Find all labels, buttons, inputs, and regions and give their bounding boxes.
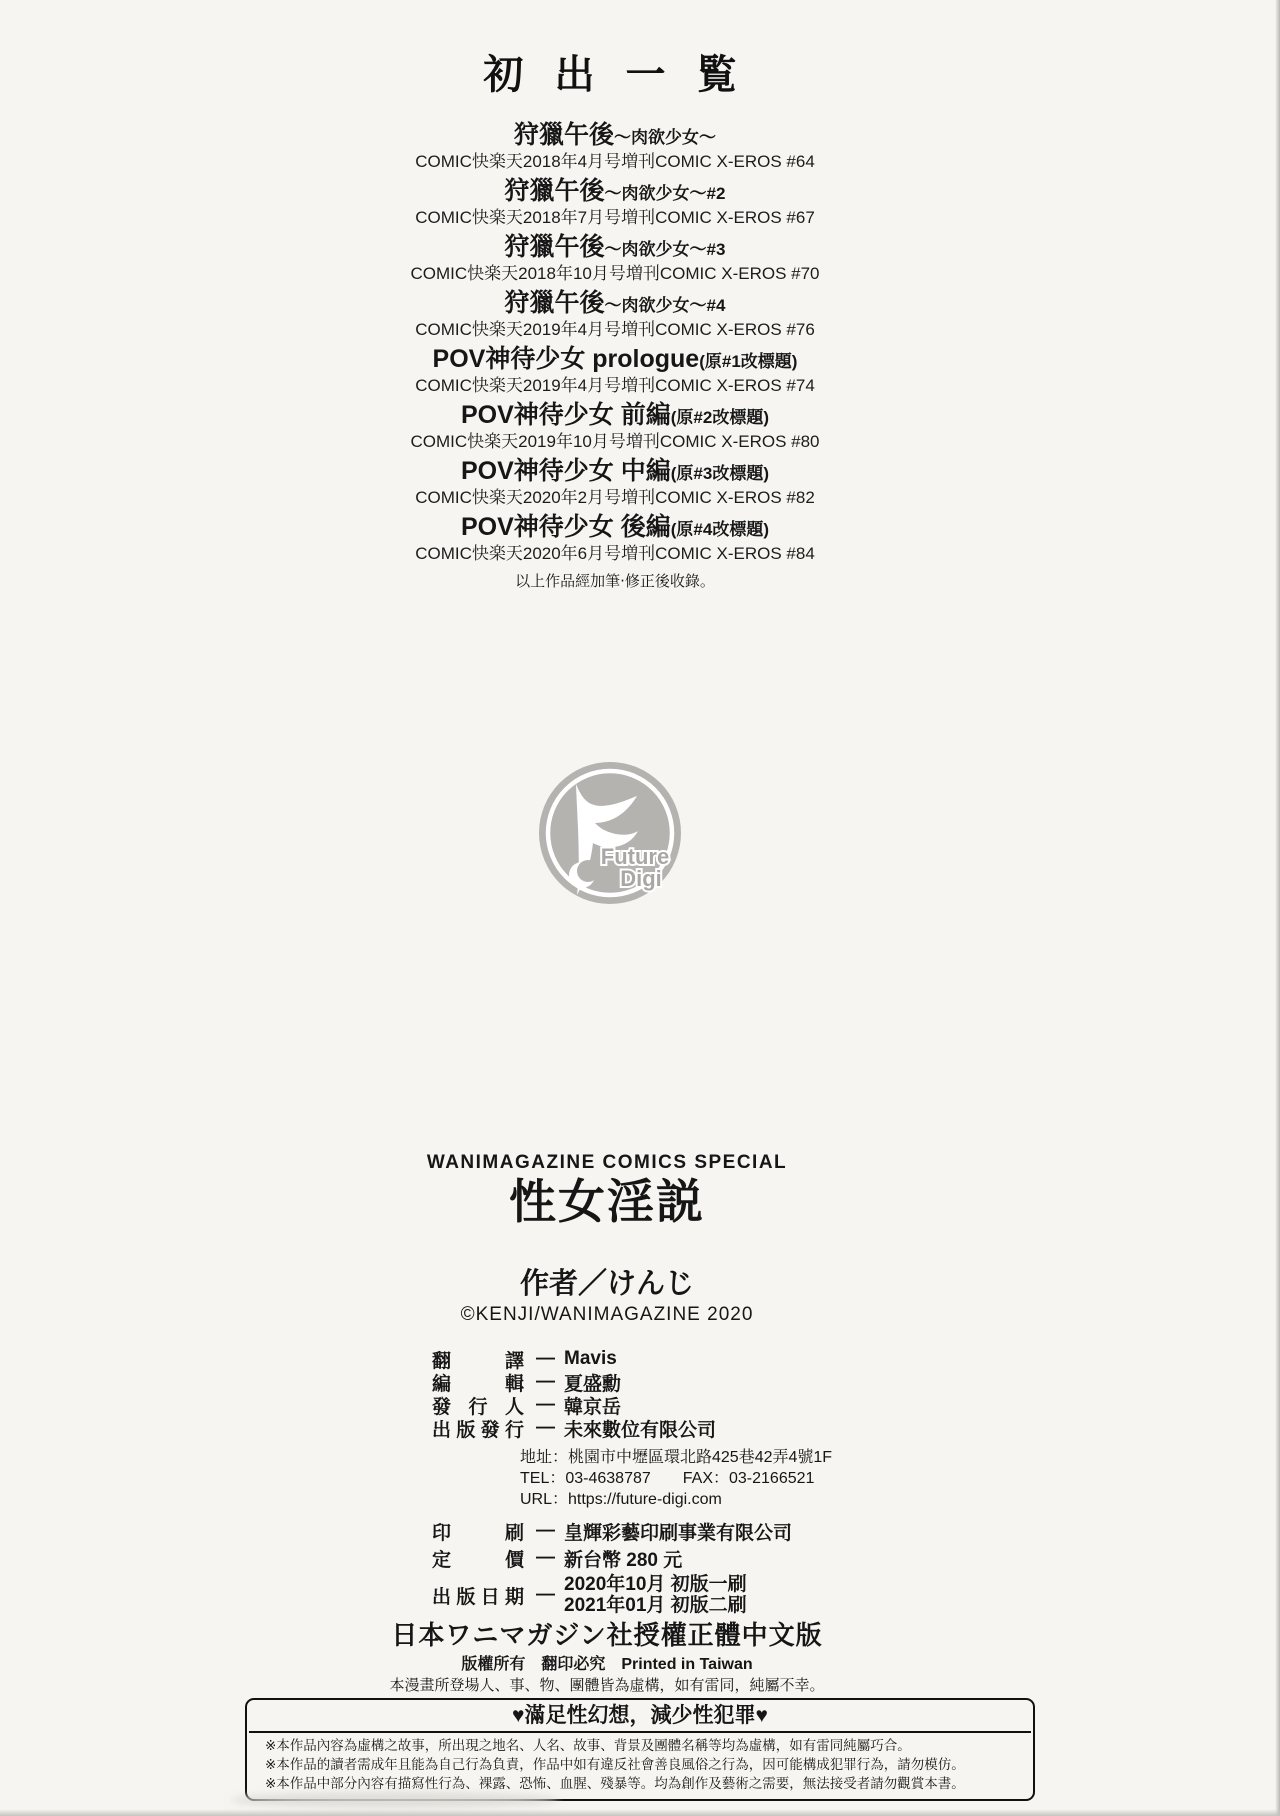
- credit-dash: —: [536, 1547, 555, 1568]
- entry-title-main: POV神待少女 中編: [461, 457, 671, 485]
- credit-label: 定價: [432, 1549, 524, 1571]
- entry-title-main: 狩獵午後: [504, 289, 605, 317]
- license-line: 日本ワニマガジン社授權正體中文版: [391, 1620, 823, 1650]
- credit-value: 皇輝彩藝印刷事業有限公司: [564, 1522, 793, 1544]
- first-publication-list: [0, 52, 1230, 592]
- list-note: 以上作品經加筆‧修正後收錄。: [515, 573, 715, 590]
- entry-title: [0, 290, 1230, 320]
- logo-text-line1: Future: [600, 844, 670, 869]
- credit-value: 新台幣 280 元: [564, 1549, 683, 1571]
- credit-row-pub-date: [432, 1574, 792, 1616]
- entry-source: COMIC快楽天2019年10月号増刊COMIC X-EROS #80: [410, 432, 820, 451]
- entry-source: COMIC快楽天2018年7月号増刊COMIC X-EROS #67: [415, 208, 815, 227]
- entry-title-sub: (原#2改標題): [670, 408, 769, 427]
- publication-entry: [0, 514, 1230, 564]
- rights-line: 版權所有 翻印必究 Printed in Taiwan: [461, 1656, 753, 1673]
- list-heading: 初 出 一 覧: [483, 53, 747, 97]
- credit-dash: —: [536, 1584, 555, 1605]
- entry-source: COMIC快楽天2018年10月号増刊COMIC X-EROS #70: [410, 264, 820, 283]
- entry-title-sub: (原#3改標題): [670, 464, 769, 483]
- credit-label: 編輯: [432, 1373, 524, 1395]
- publisher-url: URL：https://future-digi.com: [520, 1491, 722, 1508]
- credit-value: Mavis: [564, 1348, 617, 1369]
- credit-dash: —: [536, 1394, 555, 1415]
- entry-title-main: POV神待少女 前編: [461, 401, 671, 429]
- future-digi-logo: [535, 758, 685, 908]
- entry-title-main: POV神待少女 prologue: [432, 345, 700, 373]
- entry-title-main: 狩獵午後: [504, 177, 605, 205]
- content-warning-box: [245, 1698, 1035, 1801]
- disclaimer-line: 本漫畫所登場人、事、物、團體皆為虛構，如有雷同，純屬不幸。: [389, 1677, 825, 1694]
- credits-block: [432, 1348, 716, 1440]
- entry-title-main: 狩獵午後: [513, 121, 614, 149]
- pub-date-second-print: 2021年01月 初版二刷: [564, 1595, 747, 1616]
- publication-entry: [0, 458, 1230, 508]
- credit-row-translator: [432, 1348, 716, 1370]
- entry-title: [0, 178, 1230, 208]
- entry-title: [0, 402, 1230, 432]
- credit-dash: —: [536, 1371, 555, 1392]
- credit-value: [564, 1574, 747, 1616]
- entry-source: COMIC快楽天2019年4月号増刊COMIC X-EROS #74: [415, 376, 815, 395]
- credit-row-publisher-person: [432, 1394, 716, 1416]
- book-title: 性女淫説: [509, 1175, 705, 1228]
- entry-title-sub: ～肉欲少女～#3: [604, 240, 726, 259]
- entry-title: [0, 514, 1230, 544]
- publication-entry: [0, 402, 1230, 452]
- warning-line: ※本作品的讀者需成年且能為自己行為負責，作品中如有違反社會善良風俗之行為，因可能構成犯罪行為，請勿模仿。: [265, 1757, 965, 1772]
- entry-source: COMIC快楽天2019年4月号増刊COMIC X-EROS #76: [415, 320, 815, 339]
- credit-dash: —: [536, 1417, 555, 1438]
- entry-title-sub: (原#4改標題): [670, 520, 769, 539]
- publisher-details: [520, 1447, 832, 1510]
- credit-dash: —: [536, 1520, 555, 1541]
- print-price-block: [432, 1520, 792, 1621]
- credit-row-price: [432, 1547, 792, 1569]
- warning-line: ※本作品中部分內容有描寫性行為、裸露、恐怖、血腥、殘暴等。均為創作及藝術之需要，無法接受者請勿觀賞本書。: [265, 1776, 965, 1791]
- imprint-line: WANIMAGAZINE COMICS SPECIAL: [426, 1152, 788, 1173]
- entry-title: [0, 458, 1230, 488]
- entry-title-sub: ～肉欲少女～: [614, 128, 716, 147]
- entry-source: COMIC快楽天2018年4月号増刊COMIC X-EROS #64: [415, 152, 815, 171]
- entry-source: COMIC快楽天2020年6月号増刊COMIC X-EROS #84: [415, 544, 815, 563]
- scan-edge-right: [1275, 0, 1280, 1816]
- credit-value: 夏盛勳: [564, 1373, 622, 1395]
- warning-header: ♥滿足性幻想，減少性犯罪♥: [249, 1703, 1031, 1733]
- credit-row-editor: [432, 1371, 716, 1393]
- entry-title: [0, 346, 1230, 376]
- publisher-address: 地址：桃園市中壢區環北路425巷42弄4號1F: [520, 1449, 833, 1466]
- credit-label: 翻譯: [432, 1350, 524, 1372]
- credit-value: 韓京岳: [564, 1396, 622, 1418]
- warning-lines: [247, 1733, 1033, 1793]
- credit-label: 出版日期: [432, 1586, 524, 1608]
- credit-label: 印刷: [432, 1522, 524, 1544]
- entry-title-sub: ～肉欲少女～#2: [604, 184, 726, 203]
- credit-row-publishing-company: [432, 1417, 716, 1439]
- credit-label: 出版發行: [432, 1419, 524, 1441]
- publication-entry: [0, 122, 1230, 172]
- entry-title-sub: ～肉欲少女～#4: [604, 296, 726, 315]
- future-digi-logo-icon: [535, 758, 685, 908]
- logo-text-line2: Digi: [620, 866, 662, 891]
- entry-title: [0, 234, 1230, 264]
- publication-entry: [0, 178, 1230, 228]
- entry-title: [0, 122, 1230, 152]
- publication-entry: [0, 290, 1230, 340]
- publication-entry: [0, 346, 1230, 396]
- credit-row-printer: [432, 1520, 792, 1542]
- entry-title-main: 狩獵午後: [504, 233, 605, 261]
- copyright-line: ©KENJI/WANIMAGAZINE 2020: [460, 1304, 754, 1325]
- publication-entry: [0, 234, 1230, 284]
- scan-edge-bottom: [0, 1809, 1280, 1816]
- credit-label: 發行人: [432, 1396, 524, 1418]
- entry-title-main: POV神待少女 後編: [461, 513, 671, 541]
- author-line: 作者／けんじ: [519, 1268, 694, 1300]
- pub-date-first-print: 2020年10月 初版一刷: [564, 1574, 747, 1595]
- credit-dash: —: [536, 1348, 555, 1369]
- publisher-tel-fax: TEL：03-4638787 FAX：03-2166521: [520, 1470, 815, 1487]
- scan-smudge: [230, 1792, 560, 1808]
- warning-line: ※本作品內容為虛構之故事，所出現之地名、人名、故事、背景及團體名稱等均為虛構，如有雷同純屬巧合。: [265, 1738, 911, 1753]
- entry-source: COMIC快楽天2020年2月号増刊COMIC X-EROS #82: [415, 488, 815, 507]
- credit-value: 未來數位有限公司: [564, 1419, 717, 1441]
- entry-title-sub: (原#1改標題): [699, 352, 798, 371]
